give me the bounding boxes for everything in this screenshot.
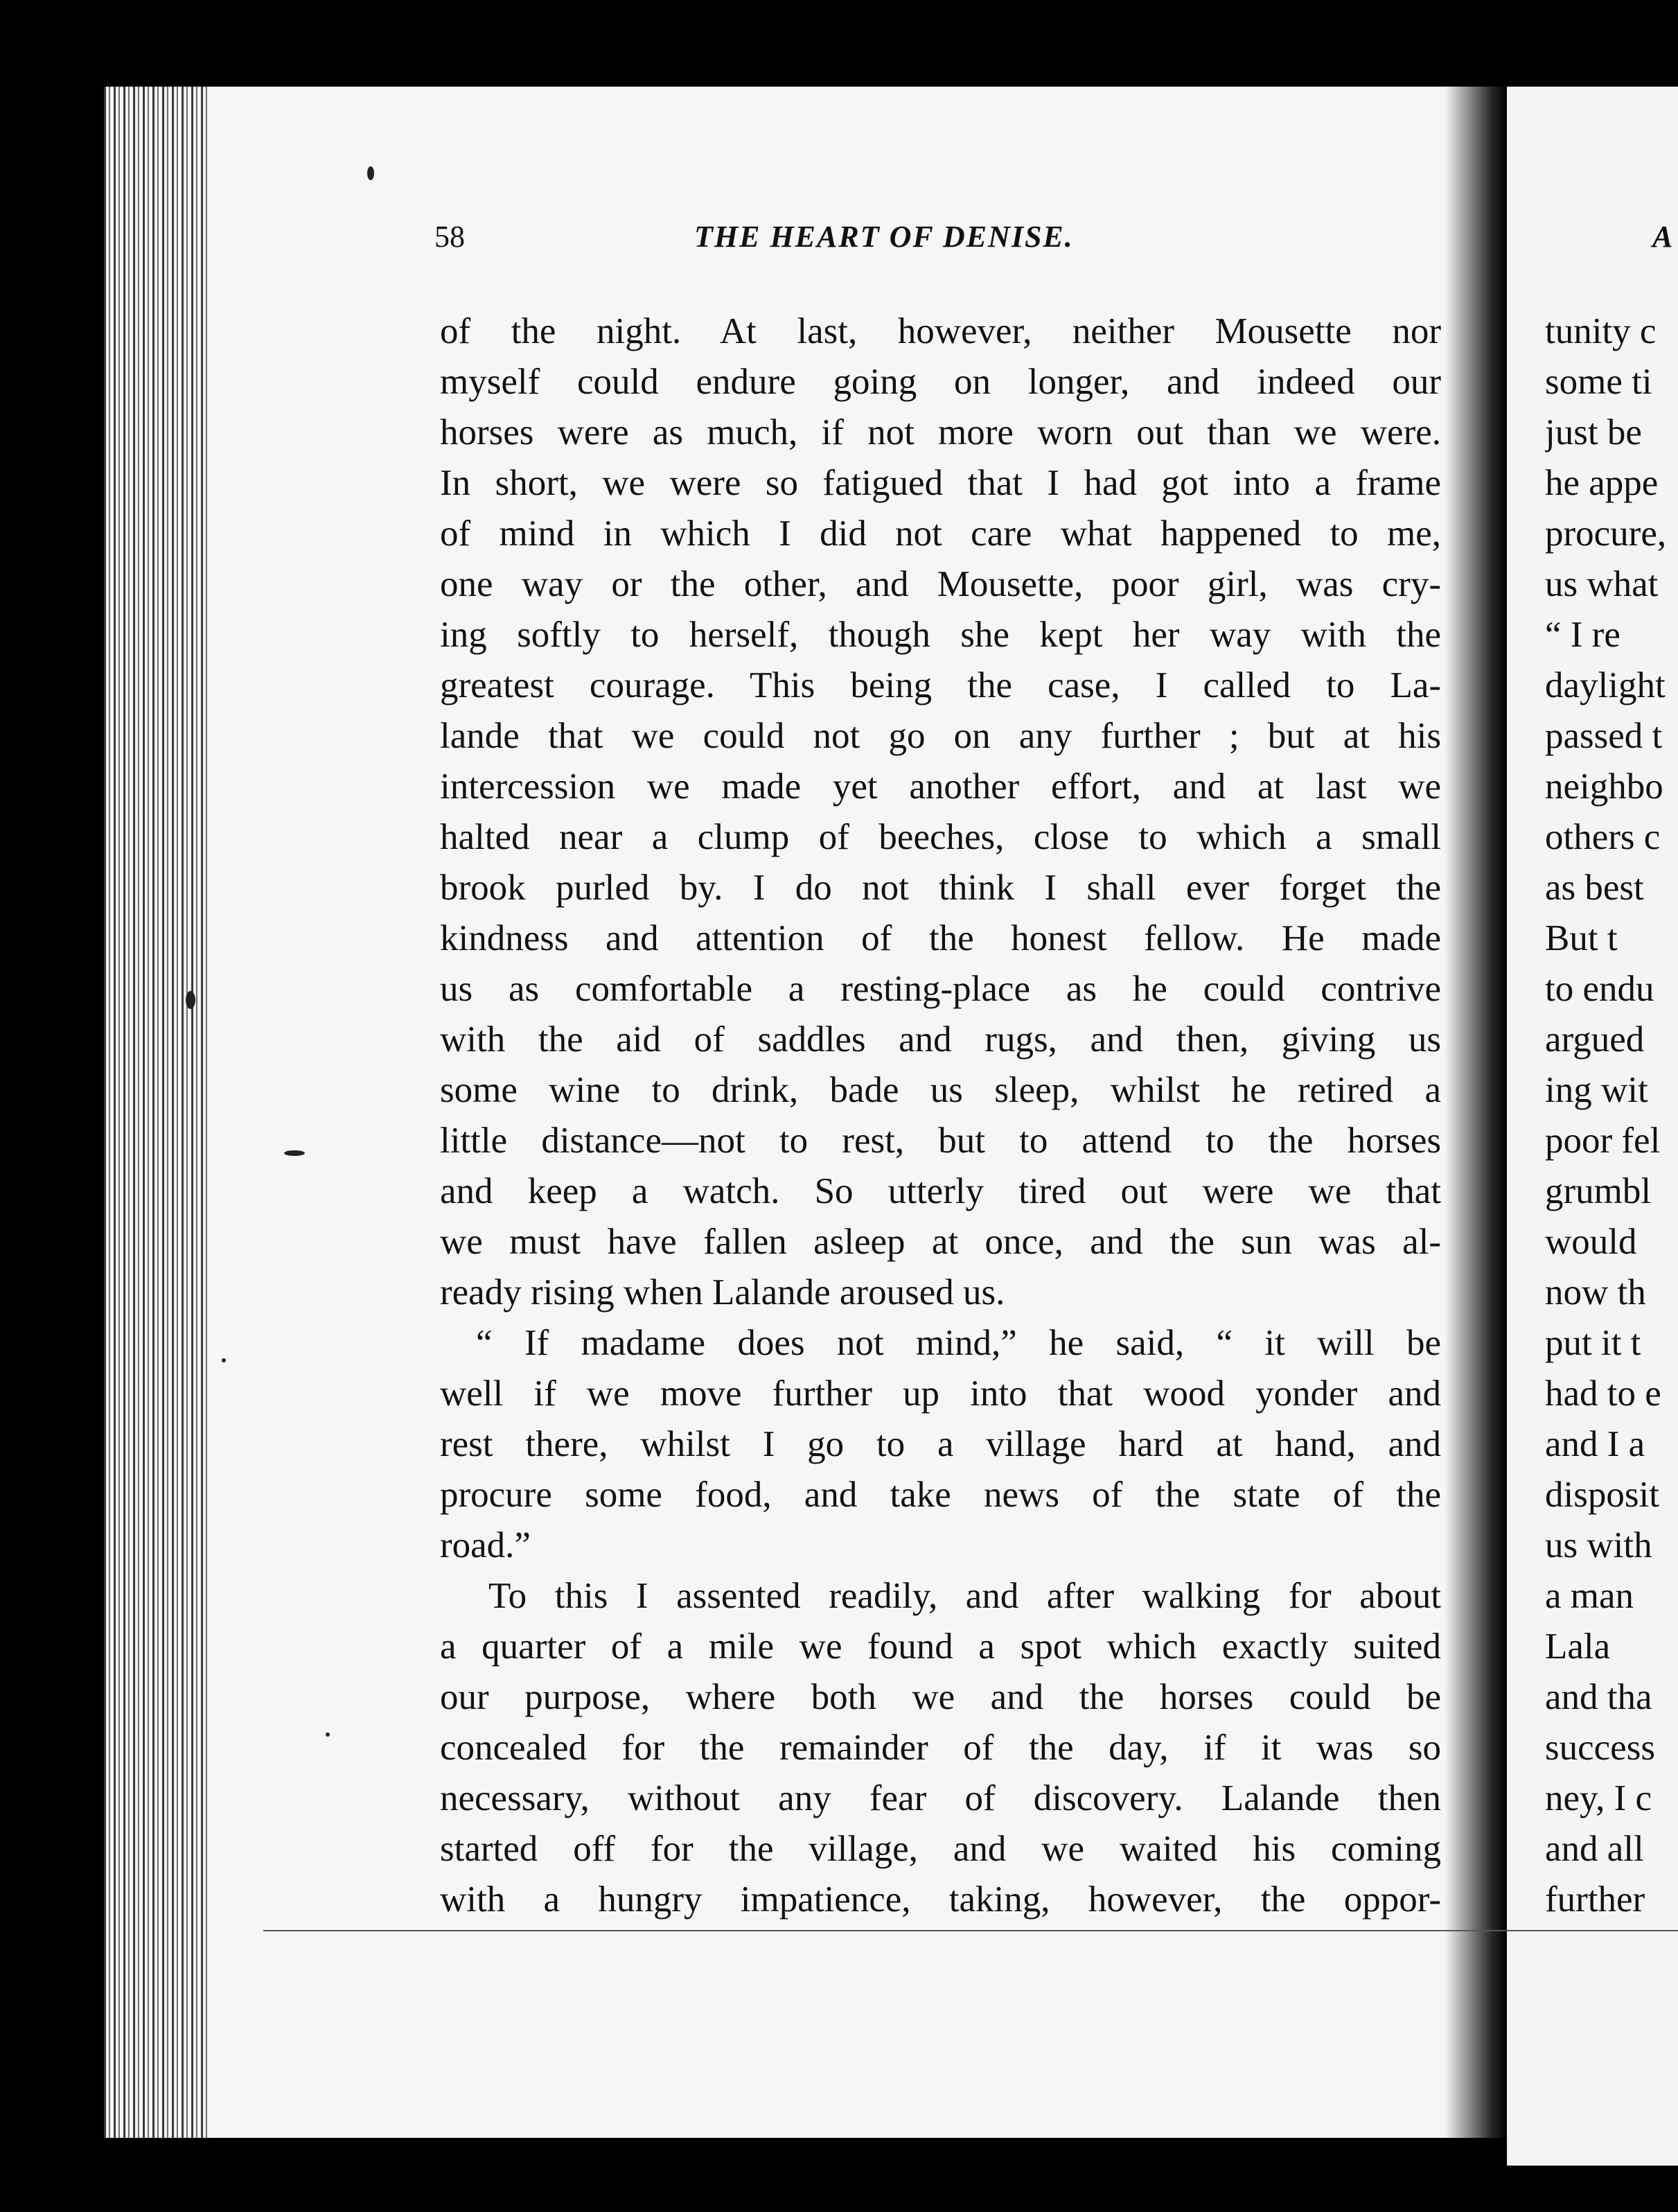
text-line: others c: [1545, 817, 1661, 857]
page-edge-shadow: [1445, 87, 1507, 2138]
text-line: To this I assented readily, and after walking for about: [488, 1576, 1441, 1616]
text-line: had to e: [1545, 1373, 1661, 1414]
text-line: procure,: [1545, 514, 1667, 554]
text-line: daylight: [1545, 665, 1666, 705]
text-line: ready rising when Lalande aroused us.: [440, 1272, 1005, 1313]
text-line: us what: [1545, 564, 1659, 604]
text-line: “ I re: [1545, 615, 1620, 655]
text-line: as best: [1545, 868, 1644, 908]
text-line: “ If madame does not mind,” he said, “ it will be: [476, 1323, 1441, 1363]
text-line: a man: [1545, 1576, 1634, 1616]
text-line: to endu: [1545, 969, 1654, 1009]
text-line: ing wit: [1545, 1070, 1648, 1110]
left-page-header: [424, 219, 1436, 267]
text-line: us with: [1545, 1525, 1652, 1565]
text-line: success: [1545, 1728, 1655, 1768]
page-bottom-rule: [263, 1930, 1678, 1931]
text-line: horses were as much, if not more worn out than we were.: [440, 412, 1441, 453]
text-line: would: [1545, 1222, 1637, 1262]
text-line: road.”: [440, 1525, 531, 1565]
text-line: a quarter of a mile we found a spot which exactly suited: [440, 1626, 1441, 1667]
text-line: But t: [1545, 918, 1618, 958]
text-line: some ti: [1545, 362, 1652, 402]
scan-speck: [186, 991, 195, 1009]
text-line: ing softly to herself, though she kept her way with the: [440, 615, 1441, 655]
text-line: some wine to drink, bade us sleep, whilst he retired a: [440, 1070, 1441, 1110]
text-line: Lala: [1545, 1626, 1611, 1667]
text-line: and I a: [1545, 1424, 1645, 1464]
text-line: of mind in which I did not care what happened to me,: [440, 514, 1441, 554]
scan-speck: [222, 1358, 226, 1362]
text-line: one way or the other, and Mousette, poor girl, was cry-: [440, 564, 1441, 604]
text-line: grumbl: [1545, 1171, 1652, 1211]
running-title: THE HEART OF DENISE.: [694, 220, 1074, 254]
text-line: tunity c: [1545, 311, 1657, 351]
text-line: of the night. At last, however, neither Mousette nor: [440, 311, 1441, 351]
text-line: brook purled by. I do not think I shall ever forget the: [440, 868, 1441, 908]
text-line: disposit: [1545, 1475, 1659, 1515]
text-line: we must have fallen asleep at once, and the sun was al-: [440, 1222, 1441, 1262]
text-line: and all: [1545, 1829, 1644, 1869]
binding-gutter: [104, 87, 208, 2138]
text-line: intercession we made yet another effort, and at last we: [440, 766, 1441, 807]
text-line: well if we move further up into that wood yonder and: [440, 1373, 1441, 1414]
scan-speck: [326, 1732, 330, 1737]
text-line: halted near a clump of beeches, close to which a small: [440, 817, 1441, 857]
text-line: started off for the village, and we waited his coming: [440, 1829, 1441, 1869]
text-line: In short, we were so fatigued that I had got into a frame: [440, 463, 1441, 503]
text-line: ney, I c: [1545, 1778, 1652, 1818]
text-line: little distance—not to rest, but to attend to the horses: [440, 1121, 1441, 1161]
scan-speck: [367, 166, 374, 180]
text-line: with the aid of saddles and rugs, and then, giving us: [440, 1019, 1441, 1060]
text-line: rest there, whilst I go to a village hard at hand, and: [440, 1424, 1441, 1464]
text-line: poor fel: [1545, 1121, 1661, 1161]
text-line: neighbo: [1545, 766, 1663, 807]
text-line: with a hungry impatience, taking, however, the oppor-: [440, 1879, 1441, 1920]
text-line: lande that we could not go on any further ; but at his: [440, 716, 1441, 756]
text-line: greatest courage. This being the case, I called to La-: [440, 665, 1441, 705]
text-line: concealed for the remainder of the day, if it was so: [440, 1728, 1441, 1768]
text-line: put it t: [1545, 1323, 1641, 1363]
text-line: necessary, without any fear of discovery. Lalande then: [440, 1778, 1441, 1818]
text-line: argued: [1545, 1019, 1645, 1060]
text-line: further: [1545, 1879, 1645, 1920]
page-number: 58: [434, 220, 465, 254]
right-page-body: [1545, 306, 1678, 1925]
text-line: myself could endure going on longer, and indeed our: [440, 362, 1441, 402]
text-line: us as comfortable a resting-place as he could contrive: [440, 969, 1441, 1009]
text-line: procure some food, and take news of the state of the: [440, 1475, 1441, 1515]
text-line: kindness and attention of the honest fellow. He made: [440, 918, 1441, 958]
text-line: and tha: [1545, 1677, 1652, 1717]
text-line: passed t: [1545, 716, 1663, 756]
scan-speck: [284, 1150, 305, 1156]
text-line: our purpose, where both we and the horses could be: [440, 1677, 1441, 1717]
text-line: just be: [1545, 412, 1642, 453]
left-page-body: [440, 306, 1441, 1925]
text-line: now th: [1545, 1272, 1646, 1313]
text-line: he appe: [1545, 463, 1659, 503]
text-line: and keep a watch. So utterly tired out were we that: [440, 1171, 1441, 1211]
right-page-header: A: [1652, 220, 1673, 254]
